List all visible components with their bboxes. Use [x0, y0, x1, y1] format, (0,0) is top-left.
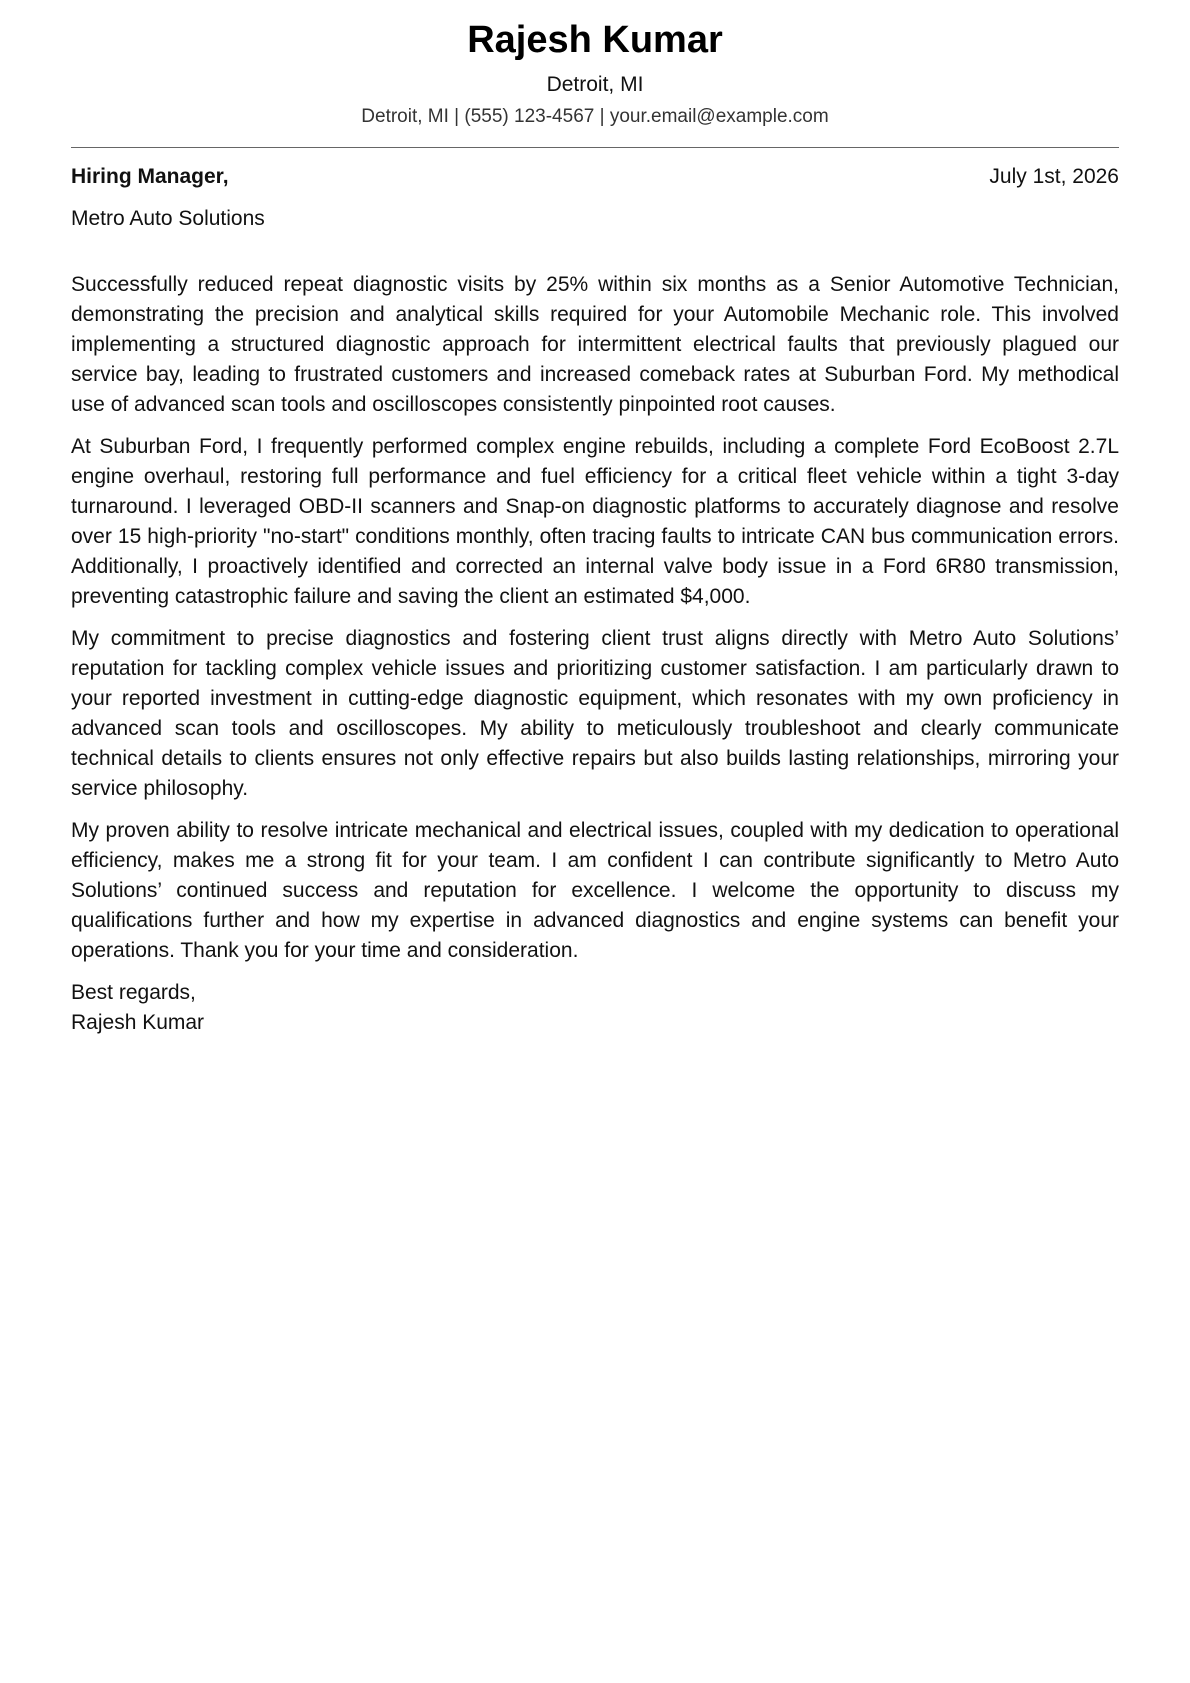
letter-closing [71, 978, 1119, 1038]
letter-header [71, 0, 1119, 131]
closing-salutation: Best regards, [71, 981, 196, 1004]
letter-body [71, 270, 1119, 966]
recipient: Hiring Manager, [71, 165, 229, 188]
applicant-location: Detroit, MI [546, 73, 644, 96]
applicant-contact: Detroit, MI | (555) 123-4567 | your.email@example.com [361, 106, 829, 127]
applicant-name: Rajesh Kumar [467, 19, 723, 61]
closing-signature: Rajesh Kumar [71, 1011, 205, 1034]
company-name: Metro Auto Solutions [71, 207, 265, 230]
body-paragraph: At Suburban Ford, I frequently performed complex engine rebuilds, including a complete Ford EcoBoost 2.7L engine overhaul, restoring full performance and fuel efficiency for a critical fleet vehicle within a tight 3-day turnaround. I leveraged OBD-II scanners and Snap-on diagnostic platforms to accurately diagnose and resolve over 15 high-priority "no-start" conditions monthly, often tracing faults to intricate CAN bus communication errors. Additionally, I proactively identified and corrected an internal valve body issue in a Ford 6R80 transmission, preventing catastrophic failure and saving the client an estimated $4,000. [71, 435, 1119, 608]
body-paragraph: My commitment to precise diagnostics and fostering client trust aligns directly with Metro Auto Solutions’ reputation for tackling complex vehicle issues and prioritizing customer satisfaction. I am particularly drawn to your reported investment in cutting-edge diagnostic equipment, which resonates with my own proficiency in advanced scan tools and oscilloscopes. My ability to meticulously troubleshoot and clearly communicate technical details to clients ensures not only effective repairs but also builds lasting relationships, mirroring your service philosophy. [71, 627, 1119, 800]
letter-date: July 1st, 2026 [989, 165, 1119, 188]
recipient-date-row [71, 162, 1119, 192]
body-paragraph: My proven ability to resolve intricate mechanical and electrical issues, coupled with my dedication to operational efficiency, makes me a strong fit for your team. I am confident I can contribute significantly to Metro Auto Solutions’ continued success and reputation for excellence. I welcome the opportunity to discuss my qualifications further and how my expertise in advanced diagnostics and engine systems can benefit your operations. Thank you for your time and consideration. [71, 819, 1119, 962]
body-paragraph: Successfully reduced repeat diagnostic visits by 25% within six months as a Senior Automotive Technician, demonstrating the precision and analytical skills required for your Automobile Mechanic role. This involved implementing a structured diagnostic approach for intermittent electrical faults that previously plagued our service bay, leading to frustrated customers and increased comeback rates at Suburban Ford. My methodical use of advanced scan tools and oscilloscopes consistently pinpointed root causes. [71, 273, 1119, 416]
header-divider [71, 147, 1119, 148]
